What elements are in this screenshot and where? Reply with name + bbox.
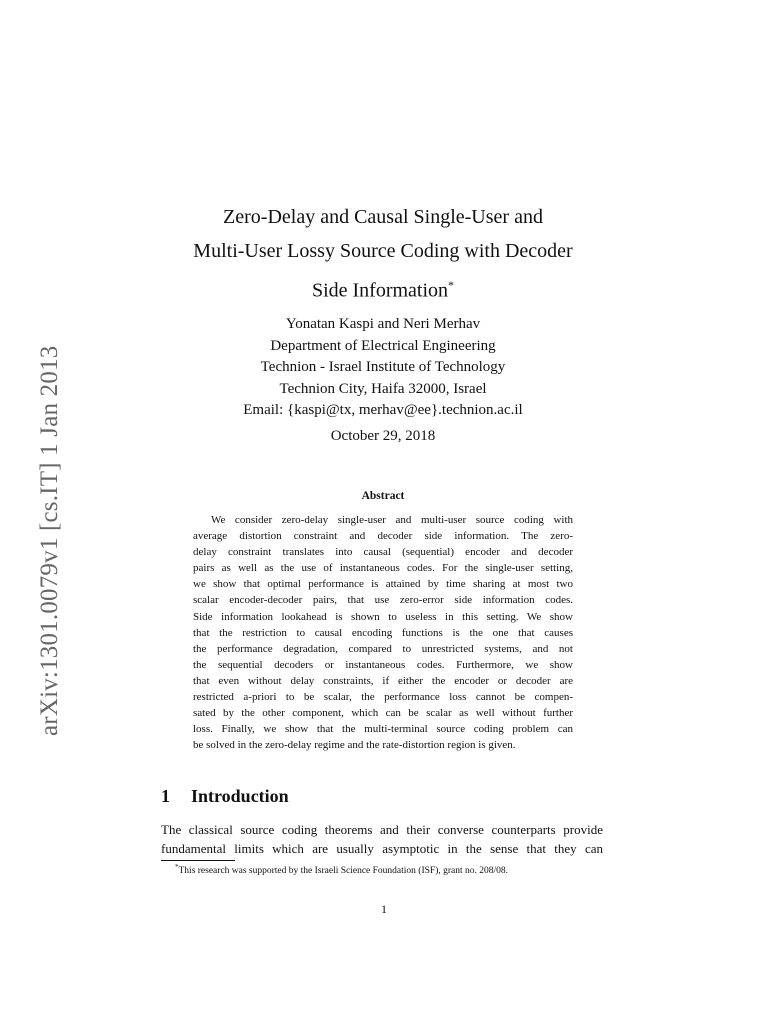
arxiv-identifier: arXiv:1301.0079v1 [cs.IT] 1 Jan 2013 bbox=[36, 345, 63, 736]
title-line bbox=[150, 268, 616, 308]
abstract-line: restricted a-priori to be scalar, the performance loss cannot be compen- bbox=[193, 691, 573, 704]
abstract-line: the sequential decoders or instantaneous codes. Furthermore, we show bbox=[193, 658, 573, 671]
abstract-line: be solved in the zero-delay regime and the rate-distortion region is given. bbox=[193, 739, 516, 752]
abstract-line: sated by the other component, which can be scalar as well without further bbox=[193, 707, 573, 720]
paper-title bbox=[150, 200, 616, 308]
author-address: Technion City, Haifa 32000, Israel bbox=[279, 380, 487, 397]
abstract-line: We consider zero-delay single-user and multi-user source coding with bbox=[211, 514, 573, 526]
abstract-line: the performance degradation, compared to unrestricted systems, and not bbox=[193, 642, 573, 655]
page-number: 1 bbox=[381, 902, 387, 916]
paper-date: October 29, 2018 bbox=[330, 428, 436, 444]
abstract-line: that even without delay constraints, if either the encoder or decoder are bbox=[193, 674, 573, 687]
title-line-text: Side Information bbox=[311, 279, 449, 302]
abstract-body bbox=[193, 512, 573, 753]
abstract-heading: Abstract bbox=[361, 490, 405, 502]
author-names: Yonatan Kaspi and Neri Merhav bbox=[285, 316, 481, 332]
introduction-body bbox=[161, 820, 603, 858]
abstract-line: Side information lookahead is shown to useless in this setting. We show bbox=[193, 610, 573, 623]
abstract-line: loss. Finally, we show that the multi-terminal source coding problem can bbox=[193, 723, 573, 736]
abstract-line: average distortion constraint and decoder side information. The zero- bbox=[193, 530, 573, 543]
footnote-rule bbox=[161, 860, 235, 861]
abstract-line: we show that optimal performance is attained by time sharing at most two bbox=[193, 578, 573, 591]
title-line: Multi-User Lossy Source Coding with Decoder bbox=[193, 240, 573, 262]
footnote bbox=[175, 863, 508, 876]
title-line: Zero-Delay and Causal Single-User and bbox=[223, 206, 543, 228]
section-number: 1 bbox=[161, 786, 170, 806]
author-department: Department of Electrical Engineering bbox=[270, 337, 496, 354]
footnote-text: This research was supported by the Israeli Science Foundation (ISF), grant no. 208/08. bbox=[178, 866, 509, 877]
intro-line: The classical source coding theorems and their converse counterparts provide bbox=[161, 822, 603, 837]
footnote-mark: * bbox=[175, 863, 179, 871]
author-email: Email: {kaspi@tx, merhav@ee}.technion.ac.il bbox=[243, 402, 523, 418]
intro-line: fundamental limits which are usually asymptotic in the sense that they can bbox=[161, 841, 603, 856]
abstract-line: delay constraint translates into causal (sequential) encoder and decoder bbox=[193, 546, 573, 559]
section-heading bbox=[161, 786, 289, 807]
author-block bbox=[150, 314, 616, 422]
title-footnote-mark: * bbox=[448, 278, 455, 292]
abstract-line: pairs as well as the use of instantaneous codes. For the single-user setting, bbox=[193, 562, 573, 575]
section-title: Introduction bbox=[191, 786, 289, 806]
author-institution: Technion - Israel Institute of Technology bbox=[260, 359, 506, 375]
abstract-line: scalar encoder-decoder pairs, that use zero-error side information codes. bbox=[193, 594, 573, 607]
abstract-line: that the restriction to causal encoding functions is the one that causes bbox=[193, 626, 573, 639]
